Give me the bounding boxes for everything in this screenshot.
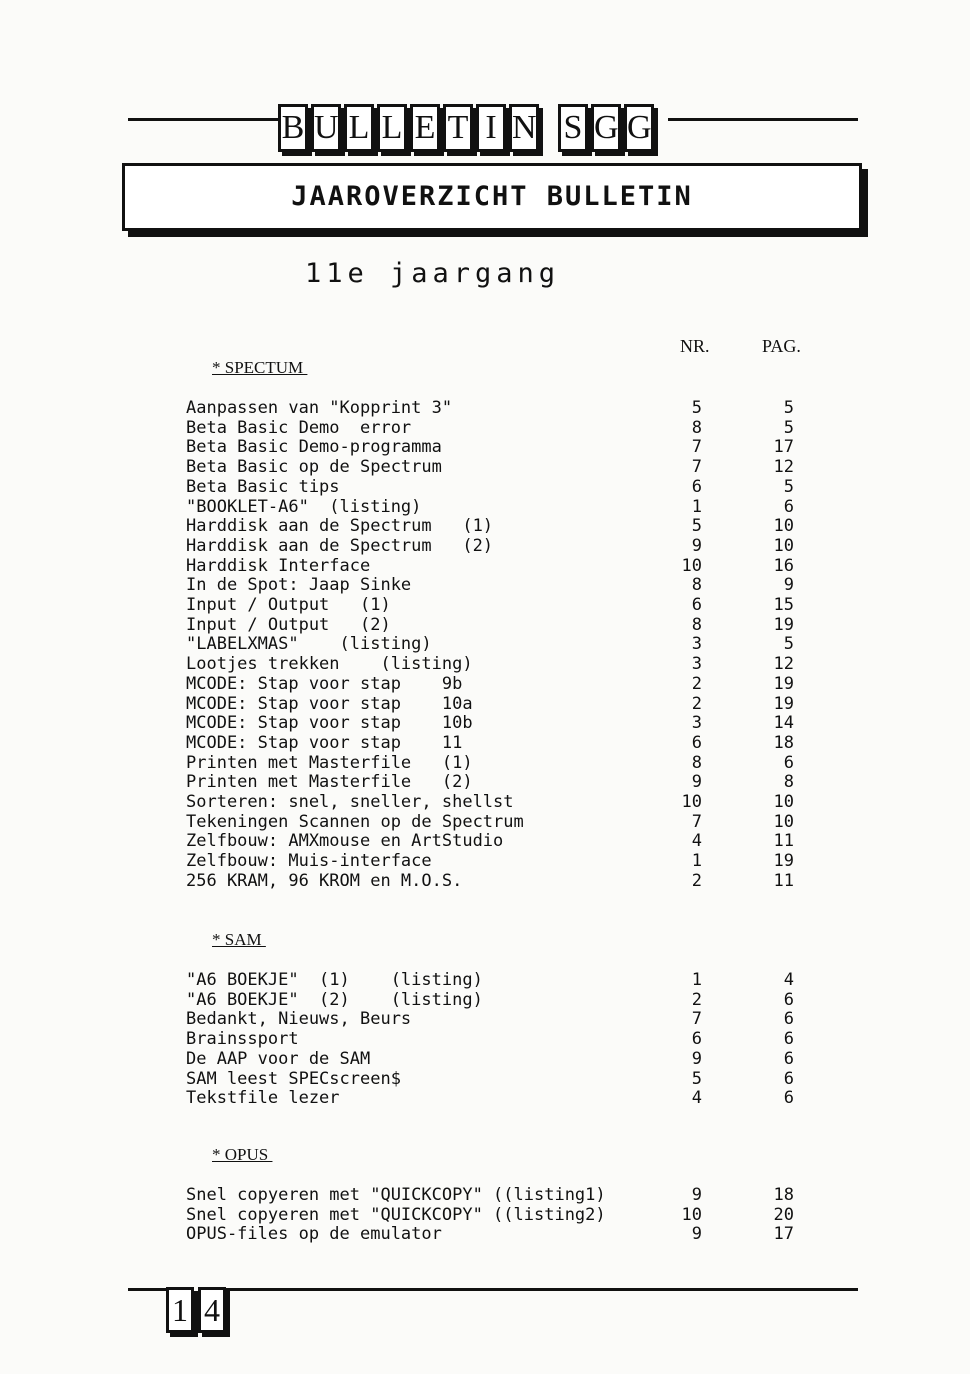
entry-page-number: 6 bbox=[783, 1068, 794, 1089]
entry-title: "BOOKLET-A6" (listing) bbox=[186, 496, 422, 517]
entry-issue-number: 8 bbox=[691, 417, 702, 438]
entry-title: Printen met Masterfile (2) bbox=[186, 772, 473, 793]
entry-page-number: 8 bbox=[783, 772, 794, 793]
entry-page-number: 6 bbox=[783, 1048, 794, 1069]
page-title: JAAROVERZICHT BULLETIN bbox=[122, 163, 862, 231]
entry-issue-number: 8 bbox=[691, 614, 702, 635]
entry-title: In de Spot: Jaap Sinke bbox=[186, 575, 412, 596]
entry-page-number: 6 bbox=[783, 1088, 794, 1109]
entry-page-number: 18 bbox=[773, 732, 794, 753]
column-header-nr: NR. bbox=[680, 336, 710, 356]
entry-page-number: 9 bbox=[783, 575, 794, 596]
section-heading: * SPECTUM bbox=[212, 358, 308, 377]
entry-title: "A6 BOEKJE" (1) (listing) bbox=[186, 970, 483, 990]
masthead-letter: N bbox=[509, 104, 539, 152]
toc-entry bbox=[0, 497, 970, 517]
entry-issue-number: 9 bbox=[691, 1048, 702, 1069]
entry-page-number: 12 bbox=[773, 457, 794, 478]
entry-title: De AAP voor de SAM bbox=[186, 1048, 371, 1069]
entry-page-number: 11 bbox=[773, 870, 794, 891]
entry-issue-number: 2 bbox=[691, 693, 702, 714]
section-heading: * SAM bbox=[212, 930, 266, 949]
entry-issue-number: 6 bbox=[691, 476, 702, 497]
masthead-letter: G bbox=[624, 104, 654, 152]
entry-title: Beta Basic tips bbox=[186, 476, 340, 497]
entry-title: Input / Output (1) bbox=[186, 595, 391, 615]
entry-issue-number: 9 bbox=[691, 535, 702, 556]
entry-issue-number: 7 bbox=[691, 457, 702, 478]
entry-title: Harddisk Interface bbox=[186, 555, 371, 576]
entry-issue-number: 5 bbox=[691, 1068, 702, 1089]
entry-issue-number: 2 bbox=[691, 870, 702, 891]
entry-title: Printen met Masterfile (1) bbox=[186, 752, 473, 773]
toc-entry bbox=[0, 1049, 970, 1069]
entry-page-number: 19 bbox=[773, 673, 794, 694]
toc-entry bbox=[0, 398, 970, 418]
entry-issue-number: 8 bbox=[691, 752, 702, 773]
entry-page-number: 17 bbox=[773, 1224, 794, 1245]
entry-title: Harddisk aan de Spectrum (2) bbox=[186, 535, 494, 556]
entry-title: Bedankt, Nieuws, Beurs bbox=[186, 1009, 412, 1030]
masthead-letter: I bbox=[476, 104, 506, 152]
entry-issue-number: 5 bbox=[691, 398, 702, 418]
masthead-letter: U bbox=[311, 104, 341, 152]
toc-entry bbox=[0, 634, 970, 654]
toc-entry bbox=[0, 694, 970, 714]
toc-entry bbox=[0, 990, 970, 1010]
entry-page-number: 19 bbox=[773, 851, 794, 872]
entry-page-number: 18 bbox=[773, 1185, 794, 1205]
entry-title: "LABELXMAS" (listing) bbox=[186, 634, 432, 655]
toc-entry bbox=[0, 654, 970, 674]
page-subtitle: 11e jaargang bbox=[305, 258, 561, 289]
entry-issue-number: 1 bbox=[691, 970, 702, 990]
entry-issue-number: 6 bbox=[691, 595, 702, 615]
entry-issue-number: 8 bbox=[691, 575, 702, 596]
entry-title: Beta Basic Demo error bbox=[186, 417, 412, 438]
toc-entry bbox=[0, 556, 970, 576]
entry-page-number: 6 bbox=[783, 989, 794, 1010]
section-heading: * OPUS bbox=[212, 1145, 273, 1164]
entry-page-number: 6 bbox=[783, 752, 794, 773]
toc-entry bbox=[0, 477, 970, 497]
entry-page-number: 5 bbox=[783, 476, 794, 497]
entry-title: OPUS-files op de emulator bbox=[186, 1224, 442, 1245]
toc-entry bbox=[0, 437, 970, 457]
entry-page-number: 6 bbox=[783, 1029, 794, 1050]
toc-entry bbox=[0, 516, 970, 536]
toc-entry bbox=[0, 457, 970, 477]
entry-issue-number: 10 bbox=[681, 1204, 702, 1225]
entry-title: Zelfbouw: Muis-interface bbox=[186, 851, 432, 872]
entry-title: Snel copyeren met "QUICKCOPY" ((listing1) bbox=[186, 1185, 606, 1205]
masthead-letter: G bbox=[591, 104, 621, 152]
toc-entry bbox=[0, 536, 970, 556]
toc-entry bbox=[0, 575, 970, 595]
entry-issue-number: 1 bbox=[691, 496, 702, 517]
entry-issue-number: 9 bbox=[691, 772, 702, 793]
entry-title: Sorteren: snel, sneller, shellst bbox=[186, 792, 514, 812]
entry-title: Beta Basic op de Spectrum bbox=[186, 457, 442, 478]
entry-issue-number: 4 bbox=[691, 1088, 702, 1109]
masthead-letter: L bbox=[344, 104, 374, 152]
entry-page-number: 11 bbox=[773, 831, 794, 852]
toc-entry bbox=[0, 1069, 970, 1089]
entry-title: MCODE: Stap voor stap 11 bbox=[186, 732, 463, 753]
toc-entry bbox=[0, 1029, 970, 1049]
entry-title: SAM leest SPECscreen$ bbox=[186, 1068, 401, 1089]
entry-issue-number: 10 bbox=[681, 555, 702, 576]
entry-page-number: 15 bbox=[773, 595, 794, 615]
entry-title: Tekstfile lezer bbox=[186, 1088, 340, 1109]
toc-entry bbox=[0, 792, 970, 812]
entry-title: "A6 BOEKJE" (2) (listing) bbox=[186, 989, 483, 1010]
masthead-letter: T bbox=[443, 104, 473, 152]
entry-title: 256 KRAM, 96 KROM en M.O.S. bbox=[186, 870, 463, 891]
entry-issue-number: 1 bbox=[691, 851, 702, 872]
entry-page-number: 4 bbox=[783, 970, 794, 990]
toc-entry bbox=[0, 851, 970, 871]
entry-issue-number: 10 bbox=[681, 792, 702, 812]
toc-entry bbox=[0, 1088, 970, 1108]
entry-title: Aanpassen van "Kopprint 3" bbox=[186, 398, 453, 418]
toc-entry bbox=[0, 615, 970, 635]
entry-issue-number: 2 bbox=[691, 989, 702, 1010]
entry-issue-number: 9 bbox=[691, 1224, 702, 1245]
entry-issue-number: 7 bbox=[691, 811, 702, 832]
entry-page-number: 10 bbox=[773, 811, 794, 832]
masthead-word-sgg bbox=[558, 104, 654, 152]
entry-title: Brainssport bbox=[186, 1029, 299, 1050]
entry-page-number: 10 bbox=[773, 792, 794, 812]
entry-issue-number: 6 bbox=[691, 732, 702, 753]
entry-page-number: 16 bbox=[773, 555, 794, 576]
toc-entry bbox=[0, 1009, 970, 1029]
masthead-letter: L bbox=[377, 104, 407, 152]
masthead-letter: E bbox=[410, 104, 440, 152]
toc-entry bbox=[0, 1185, 970, 1205]
page-number-digit: 1 bbox=[166, 1287, 194, 1333]
toc-entry bbox=[0, 753, 970, 773]
toc-entry bbox=[0, 713, 970, 733]
toc-entry bbox=[0, 674, 970, 694]
entry-page-number: 10 bbox=[773, 516, 794, 537]
toc-entry bbox=[0, 595, 970, 615]
toc-entry bbox=[0, 831, 970, 851]
entry-page-number: 5 bbox=[783, 417, 794, 438]
toc-entry bbox=[0, 1224, 970, 1244]
masthead-rule-right bbox=[668, 118, 858, 121]
entry-page-number: 5 bbox=[783, 634, 794, 655]
toc-entry bbox=[0, 772, 970, 792]
masthead-word-bulletin bbox=[278, 104, 539, 152]
entry-title: MCODE: Stap voor stap 10a bbox=[186, 693, 473, 714]
entry-title: Input / Output (2) bbox=[186, 614, 391, 635]
entry-issue-number: 3 bbox=[691, 713, 702, 734]
entry-page-number: 20 bbox=[773, 1204, 794, 1225]
toc-entry bbox=[0, 733, 970, 753]
masthead-letter: B bbox=[278, 104, 308, 152]
entry-page-number: 6 bbox=[783, 496, 794, 517]
entry-title: MCODE: Stap voor stap 9b bbox=[186, 673, 463, 694]
entry-page-number: 17 bbox=[773, 437, 794, 458]
toc-entry bbox=[0, 418, 970, 438]
toc-entry bbox=[0, 871, 970, 891]
entry-page-number: 10 bbox=[773, 535, 794, 556]
entry-issue-number: 7 bbox=[691, 1009, 702, 1030]
entry-page-number: 6 bbox=[783, 1009, 794, 1030]
entry-page-number: 12 bbox=[773, 654, 794, 675]
entry-title: Tekeningen Scannen op de Spectrum bbox=[186, 811, 524, 832]
entry-title: Snel copyeren met "QUICKCOPY" ((listing2) bbox=[186, 1204, 606, 1225]
entry-page-number: 19 bbox=[773, 614, 794, 635]
entry-issue-number: 7 bbox=[691, 437, 702, 458]
entry-issue-number: 5 bbox=[691, 516, 702, 537]
entry-title: Harddisk aan de Spectrum (1) bbox=[186, 516, 494, 537]
entry-title: Beta Basic Demo-programma bbox=[186, 437, 442, 458]
toc-entry bbox=[0, 1205, 970, 1225]
entry-issue-number: 4 bbox=[691, 831, 702, 852]
masthead-rule-left bbox=[128, 118, 280, 121]
footer-rule-right bbox=[226, 1288, 858, 1291]
bulletin-sgg-masthead bbox=[278, 104, 654, 152]
page-number-digit: 4 bbox=[198, 1287, 226, 1333]
entry-title: Zelfbouw: AMXmouse en ArtStudio bbox=[186, 831, 504, 852]
entry-page-number: 5 bbox=[783, 398, 794, 418]
toc-entry bbox=[0, 970, 970, 990]
entry-issue-number: 3 bbox=[691, 634, 702, 655]
toc-entry bbox=[0, 812, 970, 832]
entry-issue-number: 9 bbox=[691, 1185, 702, 1205]
entry-title: MCODE: Stap voor stap 10b bbox=[186, 713, 473, 734]
footer-rule-left bbox=[128, 1288, 168, 1291]
entry-issue-number: 2 bbox=[691, 673, 702, 694]
entry-page-number: 19 bbox=[773, 693, 794, 714]
column-header-pag: PAG. bbox=[762, 336, 801, 356]
entry-title: Lootjes trekken (listing) bbox=[186, 654, 473, 675]
entry-issue-number: 6 bbox=[691, 1029, 702, 1050]
entry-page-number: 14 bbox=[773, 713, 794, 734]
entry-issue-number: 3 bbox=[691, 654, 702, 675]
masthead-letter: S bbox=[558, 104, 588, 152]
